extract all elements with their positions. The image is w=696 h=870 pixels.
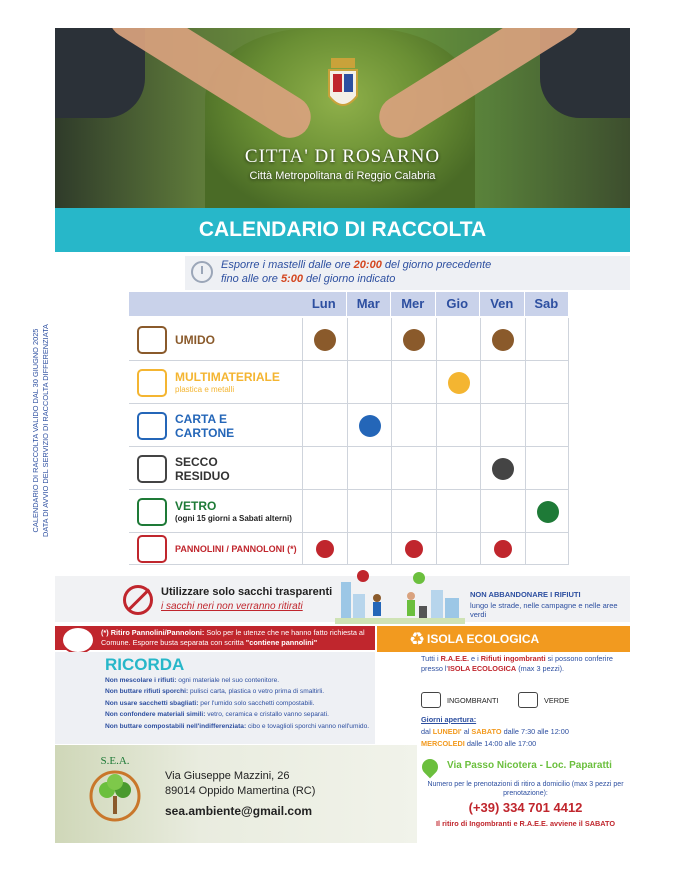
waste-type-icon xyxy=(137,412,167,440)
calendar-cell xyxy=(525,490,570,533)
calendar-cell xyxy=(391,533,436,565)
diaper-note: (*) Ritiro Pannolini/Pannoloni: Solo per le utenze che ne hanno fatto richiesta al Comune. Esporre busta separata con scritta "contiene pannolini" xyxy=(55,626,375,650)
waste-type-name: PANNOLINI / PANNOLONI (*) xyxy=(175,544,297,554)
calendar-cell xyxy=(480,533,525,565)
collection-dot xyxy=(403,329,425,351)
booking-note: Numero per le prenotazioni di ritiro a domicilio (max 3 pezzi per prenotazione): xyxy=(427,781,624,797)
waste-row-label xyxy=(129,404,302,447)
isola-title: ISOLA ECOLOGICA xyxy=(377,626,630,652)
calendar-cell xyxy=(480,361,525,404)
sofa-icon xyxy=(421,692,441,708)
clock-icon xyxy=(191,261,213,283)
calendar-cell xyxy=(480,404,525,447)
waste-type-icon xyxy=(137,535,167,563)
pickup-day-note: Il ritiro di Ingombranti e R.A.E.E. avviene il SABATO xyxy=(436,819,615,828)
calendar-cell xyxy=(391,318,436,361)
calendar-cell xyxy=(391,447,436,490)
no-littering-illustration xyxy=(335,568,465,624)
calendar-cell xyxy=(347,533,392,565)
ricorda-item: Non confondere materiali simili: vetro, ceramica e cristallo vanno separati. xyxy=(105,711,329,719)
bags-title: Utilizzare solo sacchi trasparenti xyxy=(161,586,333,598)
day-header: Mer xyxy=(391,292,435,316)
header-photo xyxy=(55,28,630,208)
waste-row-label xyxy=(129,490,302,533)
calendar-cell xyxy=(525,361,570,404)
waste-row-label xyxy=(129,447,302,490)
calendar-cell xyxy=(347,447,392,490)
calendar-cell xyxy=(347,490,392,533)
calendar-cell xyxy=(391,361,436,404)
opening-hours: Giorni apertura: dal LUNEDI' al SABATO dalle 7:30 alle 12:00 MERCOLEDI dalle 14:00 alle 17:00 xyxy=(421,715,569,748)
calendar-cell xyxy=(347,361,392,404)
calendar-cell xyxy=(436,361,481,404)
collection-dot xyxy=(359,415,381,437)
ricorda-title: RICORDA xyxy=(105,655,185,674)
calendar-cell xyxy=(480,490,525,533)
calendar-cell xyxy=(302,361,347,404)
calendar-cell xyxy=(525,318,570,361)
waste-type-icon xyxy=(137,326,167,354)
footer-address-1: Via Giuseppe Mazzini, 26 xyxy=(165,770,290,782)
ricorda-item: Non buttare rifiuti sporchi: pulisci carta, plastica o vetro prima di smaltirli. xyxy=(105,688,325,696)
calendar-cell xyxy=(302,447,347,490)
calendar-cell xyxy=(436,318,481,361)
day-header: Lun xyxy=(302,292,346,316)
waste-type-name: SECCO RESIDUO xyxy=(175,454,230,483)
sea-logo-icon xyxy=(85,752,145,832)
calendar-cell xyxy=(347,404,392,447)
diaper-icon xyxy=(61,626,95,654)
calendar-cell xyxy=(302,490,347,533)
calendar-cell xyxy=(480,318,525,361)
calendar-cell xyxy=(436,533,481,565)
calendar-cell xyxy=(525,447,570,490)
ingombranti-label: INGOMBRANTI xyxy=(447,696,499,705)
waste-type-icon xyxy=(137,455,167,483)
tree-icon xyxy=(518,692,538,708)
no-black-bag-icon xyxy=(123,585,153,615)
flyer xyxy=(31,28,630,843)
svg-text:S.E.A.: S.E.A. xyxy=(100,755,130,767)
validity-text: CALENDARIO DI RACCOLTA VALIDO DAL 30 GIUGNO 2025 DATA DI AVVIO DEL SERVIZIO DI RACCOLTA DIFFERENZIATA xyxy=(31,324,50,537)
calendar-cell xyxy=(302,318,347,361)
isola-address: Via Passo Nicotera - Loc. Paparatti xyxy=(447,760,612,771)
calendar-cell xyxy=(347,318,392,361)
collection-dot xyxy=(494,540,512,558)
collection-dot xyxy=(314,329,336,351)
calendar-cell xyxy=(391,490,436,533)
calendar-cell xyxy=(391,404,436,447)
calendar-cell xyxy=(436,447,481,490)
abandon-title: NON ABBANDONARE I RIFIUTI xyxy=(470,590,581,599)
city-subtitle: Città Metropolitana di Reggio Calabria xyxy=(249,170,436,182)
collection-dot xyxy=(316,540,334,558)
city-title: CITTA' DI ROSARNO xyxy=(244,146,441,167)
booking-phone[interactable]: (+39) 334 701 4412 xyxy=(468,800,583,815)
ricorda-list xyxy=(105,675,380,732)
city-crest-icon xyxy=(323,56,363,118)
calendar-cell xyxy=(436,490,481,533)
abandon-text: lungo le strade, nelle campagne e nelle aree verdi xyxy=(470,601,618,619)
isola-intro: Tutti i R.A.E.E. e i Rifiuti ingombranti si possono conferire presso l'ISOLA ECOLOGICA (max 3 pezzi). xyxy=(421,654,613,673)
waste-type-icon xyxy=(137,369,167,397)
calendar-cell xyxy=(480,447,525,490)
collection-dot xyxy=(448,372,470,394)
day-header: Sab xyxy=(525,292,569,316)
bags-note: i sacchi neri non verranno ritirati xyxy=(161,601,303,612)
calendar-cell xyxy=(302,404,347,447)
location-pin-icon xyxy=(419,756,442,779)
exposure-times: Esporre i mastelli dalle ore 20:00 del giorno precedente fino alle ore 5:00 del giorno indicato xyxy=(221,259,492,285)
waste-type-note: (ogni 15 giorni a Sabati alterni) xyxy=(175,513,292,523)
waste-type-icon xyxy=(137,498,167,526)
waste-row-label xyxy=(129,318,302,361)
day-header: Mar xyxy=(347,292,391,316)
calendar-cell xyxy=(525,404,570,447)
day-header: Ven xyxy=(480,292,524,316)
footer-email[interactable]: sea.ambiente@gmail.com xyxy=(165,804,313,818)
waste-type-name: CARTA E CARTONE xyxy=(175,411,235,440)
calendar-cell xyxy=(525,533,570,565)
waste-type-note: plastica e metalli xyxy=(175,384,235,394)
waste-row-label xyxy=(129,533,302,565)
ricorda-item: Non usare sacchetti sbagliati: per l'umido solo sacchetti compostabili. xyxy=(105,699,315,707)
verde-label: VERDE xyxy=(544,696,570,705)
day-header: Gio xyxy=(436,292,480,316)
ricorda-item: Non buttare compostabili nell'indifferenziata: cibo e tovaglioli sporchi vanno nell'umido. xyxy=(105,722,370,730)
collection-dot xyxy=(492,329,514,351)
recycle-icon: ♻ xyxy=(409,629,426,649)
footer-address-2: 89014 Oppido Mamertina (RC) xyxy=(165,785,316,797)
collection-dot xyxy=(537,501,559,523)
waste-type-name: MULTIMATERIALE xyxy=(175,369,280,384)
ricorda-item: Non mescolare i rifiuti: ogni materiale nel suo contenitore. xyxy=(105,677,280,684)
waste-row-label xyxy=(129,361,302,404)
collection-dot xyxy=(492,458,514,480)
waste-type-name: VETRO xyxy=(175,498,217,513)
calendar-title: CALENDARIO DI RACCOLTA xyxy=(55,208,630,252)
collection-dot xyxy=(405,540,423,558)
calendar-cell xyxy=(302,533,347,565)
waste-type-name: UMIDO xyxy=(175,332,215,347)
calendar-cell xyxy=(436,404,481,447)
